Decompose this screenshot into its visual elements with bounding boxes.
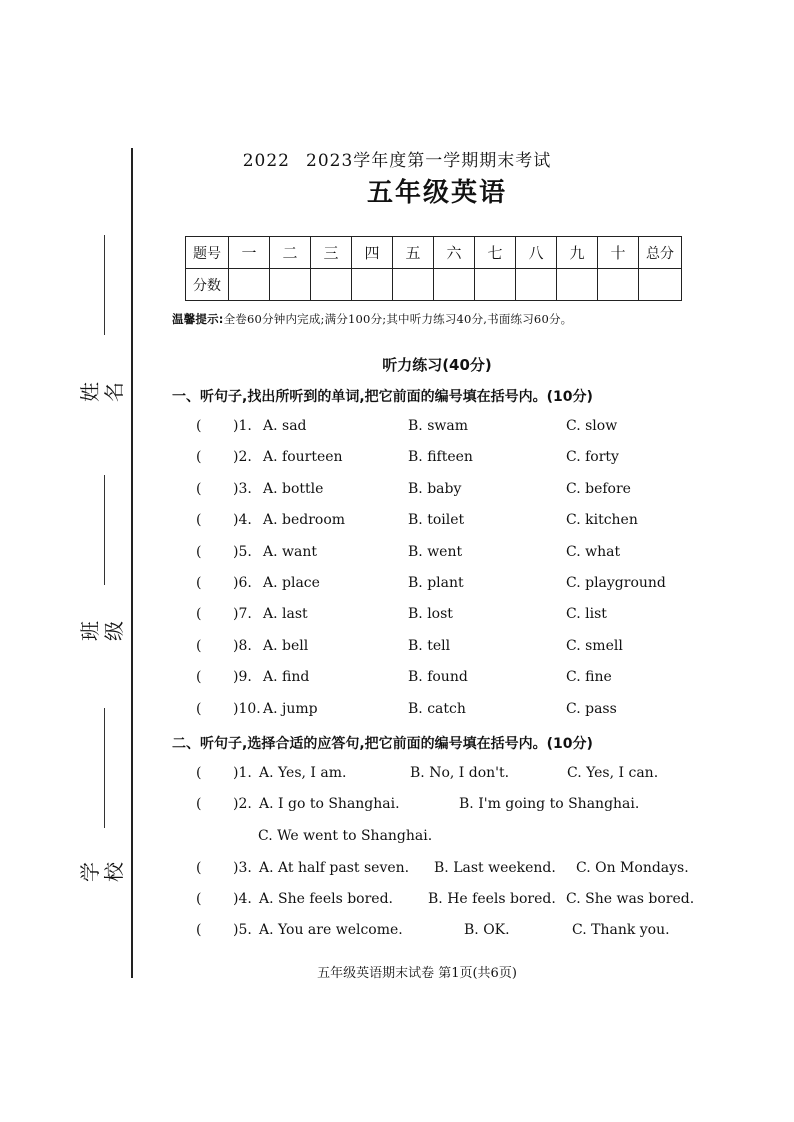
question-row — [0, 699, 794, 719]
question-row — [0, 604, 794, 624]
score-table-header-row — [186, 237, 682, 269]
question-number: )3. — [233, 860, 252, 876]
question-number: )5. — [233, 543, 252, 560]
year-start: 2022 — [242, 151, 290, 171]
option-a: A. last — [263, 606, 308, 623]
question-row — [0, 794, 794, 844]
column-2: 二 — [270, 237, 311, 269]
score-cell — [516, 269, 557, 301]
column-3: 三 — [311, 237, 352, 269]
question-row — [0, 763, 794, 783]
answer-bracket[interactable]: ( — [196, 922, 202, 938]
year-rest: 2023学年度第一学期期末考试 — [306, 151, 552, 171]
score-cell — [639, 269, 682, 301]
question-row — [0, 447, 794, 467]
score-cell — [434, 269, 475, 301]
option-b: B. fifteen — [408, 449, 473, 466]
option-b: B. Last weekend. — [434, 860, 556, 876]
question-number: )4. — [233, 512, 252, 529]
score-cell — [557, 269, 598, 301]
question-number: )3. — [233, 480, 252, 497]
score-table-score-row — [186, 269, 682, 301]
option-b: B. I'm going to Shanghai. — [459, 796, 640, 812]
option-a: A. At half past seven. — [259, 860, 410, 876]
option-c: C. Thank you. — [572, 922, 670, 938]
option-b: B. No, I don't. — [410, 765, 510, 781]
option-b: B. baby — [408, 480, 462, 497]
question-row — [0, 636, 794, 656]
question-row — [0, 479, 794, 499]
score-cell — [229, 269, 270, 301]
option-c: C. slow — [566, 418, 618, 434]
option-c: C. smell — [566, 637, 623, 654]
option-a: A. You are welcome. — [259, 922, 403, 938]
question-row — [0, 667, 794, 687]
answer-bracket[interactable]: ( — [196, 700, 202, 717]
option-b: B. went — [408, 543, 463, 560]
tip-label: 温馨提示: — [172, 312, 224, 326]
section-title: 听力练习(40分) — [382, 356, 492, 374]
option-c: C. Yes, I can. — [567, 765, 659, 781]
score-cell — [270, 269, 311, 301]
question-number-label: 题号 — [186, 237, 229, 269]
question-row — [0, 858, 794, 878]
question-number: )7. — [233, 606, 252, 623]
option-b: B. lost — [408, 606, 453, 623]
option-b: B. tell — [408, 637, 451, 654]
option-b: B. found — [408, 669, 468, 686]
option-a: A. Yes, I am. — [259, 765, 347, 781]
answer-bracket[interactable]: ( — [196, 891, 202, 907]
option-c: C. forty — [566, 449, 619, 466]
part1-title: 一、听句子,找出所听到的单词,把它前面的编号填在括号内。(10分) — [172, 389, 593, 405]
option-a: A. sad — [263, 418, 307, 434]
option-a: A. bedroom — [263, 512, 346, 529]
answer-bracket[interactable]: ( — [196, 796, 202, 812]
page-footer: 五年级英语期末试卷 第1页(共6页) — [317, 966, 517, 981]
option-c: C. pass — [566, 700, 617, 717]
option-c: C. fine — [566, 669, 612, 686]
question-number: )2. — [233, 449, 252, 466]
question-number: )9. — [233, 669, 252, 686]
score-cell — [598, 269, 639, 301]
column-1: 一 — [229, 237, 270, 269]
option-a: A. want — [263, 543, 317, 560]
score-table — [185, 236, 682, 301]
question-number: )1. — [233, 765, 252, 781]
column-5: 五 — [393, 237, 434, 269]
answer-bracket[interactable]: ( — [196, 765, 202, 781]
name-label: 姓名 — [78, 382, 126, 402]
option-c: C. before — [566, 480, 631, 497]
answer-bracket[interactable]: ( — [196, 637, 202, 654]
question-number: )10. — [233, 700, 261, 717]
answer-bracket[interactable]: ( — [196, 575, 202, 591]
column-6: 六 — [434, 237, 475, 269]
score-label: 分数 — [186, 269, 229, 301]
class-label: 班级 — [78, 621, 126, 641]
question-number: )1. — [233, 418, 252, 434]
question-number: )6. — [233, 575, 252, 591]
part2-title: 二、听句子,选择合适的应答句,把它前面的编号填在括号内。(10分) — [172, 736, 593, 752]
answer-bracket[interactable]: ( — [196, 480, 202, 497]
column-7: 七 — [475, 237, 516, 269]
tip-text: 全卷60分钟内完成;满分100分;其中听力练习40分,书面练习60分。 — [223, 312, 573, 326]
exam-tip — [172, 311, 572, 327]
option-b: B. OK. — [464, 922, 510, 938]
option-c: C. what — [566, 543, 621, 560]
column-9: 九 — [557, 237, 598, 269]
option-b: B. swam — [408, 418, 468, 434]
answer-bracket[interactable]: ( — [196, 418, 202, 434]
question-number: )4. — [233, 891, 252, 907]
score-cell — [352, 269, 393, 301]
option-c: C. playground — [566, 575, 666, 591]
option-c: C. We went to Shanghai. — [258, 828, 433, 844]
question-row — [0, 510, 794, 530]
answer-bracket[interactable]: ( — [196, 543, 202, 560]
option-a: A. bell — [263, 637, 309, 654]
option-a: A. find — [263, 669, 310, 686]
option-b: B. toilet — [408, 512, 465, 529]
name-blank-line — [104, 235, 105, 335]
question-row — [0, 920, 794, 940]
school-label: 学校 — [78, 862, 126, 882]
question-row — [0, 573, 794, 593]
question-number: )8. — [233, 637, 252, 654]
question-row — [0, 889, 794, 909]
option-c: C. list — [566, 606, 607, 623]
option-b: B. catch — [408, 700, 466, 717]
option-c: C. On Mondays. — [576, 860, 689, 876]
option-a: A. She feels bored. — [259, 891, 393, 907]
option-a: A. fourteen — [263, 449, 343, 466]
answer-bracket[interactable]: ( — [196, 860, 202, 876]
column-8: 八 — [516, 237, 557, 269]
option-b: B. He feels bored. — [428, 891, 556, 907]
option-a: A. bottle — [263, 480, 324, 497]
option-a: A. place — [263, 575, 320, 591]
option-c: C. kitchen — [566, 512, 638, 529]
score-cell — [393, 269, 434, 301]
column-4: 四 — [352, 237, 393, 269]
total-label: 总分 — [639, 237, 682, 269]
option-a: A. jump — [263, 700, 318, 717]
option-c: C. She was bored. — [566, 891, 695, 907]
score-cell — [475, 269, 516, 301]
score-cell — [311, 269, 352, 301]
question-number: )5. — [233, 922, 252, 938]
column-10: 十 — [598, 237, 639, 269]
answer-bracket[interactable]: ( — [196, 512, 202, 529]
question-number: )2. — [233, 796, 252, 812]
option-a: A. I go to Shanghai. — [259, 796, 400, 812]
exam-year-title — [0, 146, 794, 171]
answer-bracket[interactable]: ( — [196, 449, 202, 466]
answer-bracket[interactable]: ( — [196, 669, 202, 686]
answer-bracket[interactable]: ( — [196, 606, 202, 623]
option-b: B. plant — [408, 575, 464, 591]
question-row — [0, 542, 794, 562]
exam-title: 五年级英语 — [366, 178, 507, 208]
question-row — [0, 416, 794, 436]
binding-line — [131, 148, 133, 978]
